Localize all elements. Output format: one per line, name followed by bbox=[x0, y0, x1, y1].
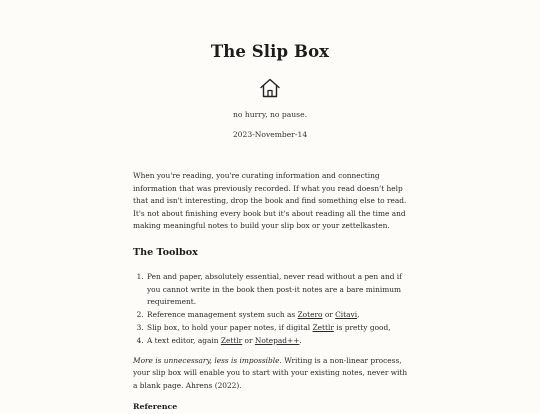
list-item bbox=[146, 322, 413, 335]
list-item bbox=[146, 309, 413, 322]
toolbox-list bbox=[133, 271, 413, 348]
tagline: no hurry, no pause. bbox=[233, 110, 307, 119]
list-item-text: or bbox=[242, 336, 255, 345]
list-item-text: . bbox=[299, 336, 302, 345]
zotero-link[interactable]: Zotero bbox=[297, 310, 323, 319]
list-item-text: is pretty good, bbox=[333, 323, 391, 332]
list-item bbox=[146, 271, 413, 309]
list-item-text: A text editor, again bbox=[147, 336, 221, 345]
citavi-link[interactable]: Citavi bbox=[335, 310, 358, 319]
intro-paragraph: When you're reading, you're curating information and connecting information that was previously recorded. If what you read doesn't help that and isn't interesting, drop the book and find something else to read. It's not about finishing every book but it's about reading all the time and making meaningful notes to build your slip box or your zettelkasten. bbox=[133, 171, 407, 230]
site-title[interactable]: The Slip Box bbox=[210, 42, 330, 61]
list-item-text: Slip box, to hold your paper notes, if digital bbox=[147, 323, 313, 332]
closing-emphasis: More is unnecessary, less is impossible. bbox=[133, 355, 282, 365]
closing-paragraph bbox=[133, 355, 413, 393]
zettlr-link[interactable]: Zettlr bbox=[220, 336, 243, 345]
list-item-text: Reference management system such as bbox=[147, 310, 298, 319]
home-icon[interactable] bbox=[258, 76, 282, 100]
post-date: 2023-November-14 bbox=[232, 130, 308, 139]
list-item-text: or bbox=[322, 310, 336, 319]
house-icon bbox=[258, 76, 282, 100]
list-item-text: , bbox=[357, 310, 360, 319]
zettlr-link[interactable]: Zettlr bbox=[312, 323, 334, 332]
reference-heading: Reference bbox=[133, 402, 178, 411]
list-item-text: Pen and paper, absolutely essential, never read without a pen and if you cannot write in the book then post-it notes are a bare minimum requirement. bbox=[147, 272, 402, 306]
toolbox-heading: The Toolbox bbox=[133, 246, 198, 258]
notepad-plus-plus-link[interactable]: Notepad++ bbox=[254, 336, 300, 345]
closing-text: Writing is a non-linear process, your slip box will enable you to start with your existing notes, never with a blank page. Ahrens (2022). bbox=[133, 355, 408, 390]
list-item bbox=[146, 335, 413, 348]
article-body bbox=[133, 170, 413, 414]
